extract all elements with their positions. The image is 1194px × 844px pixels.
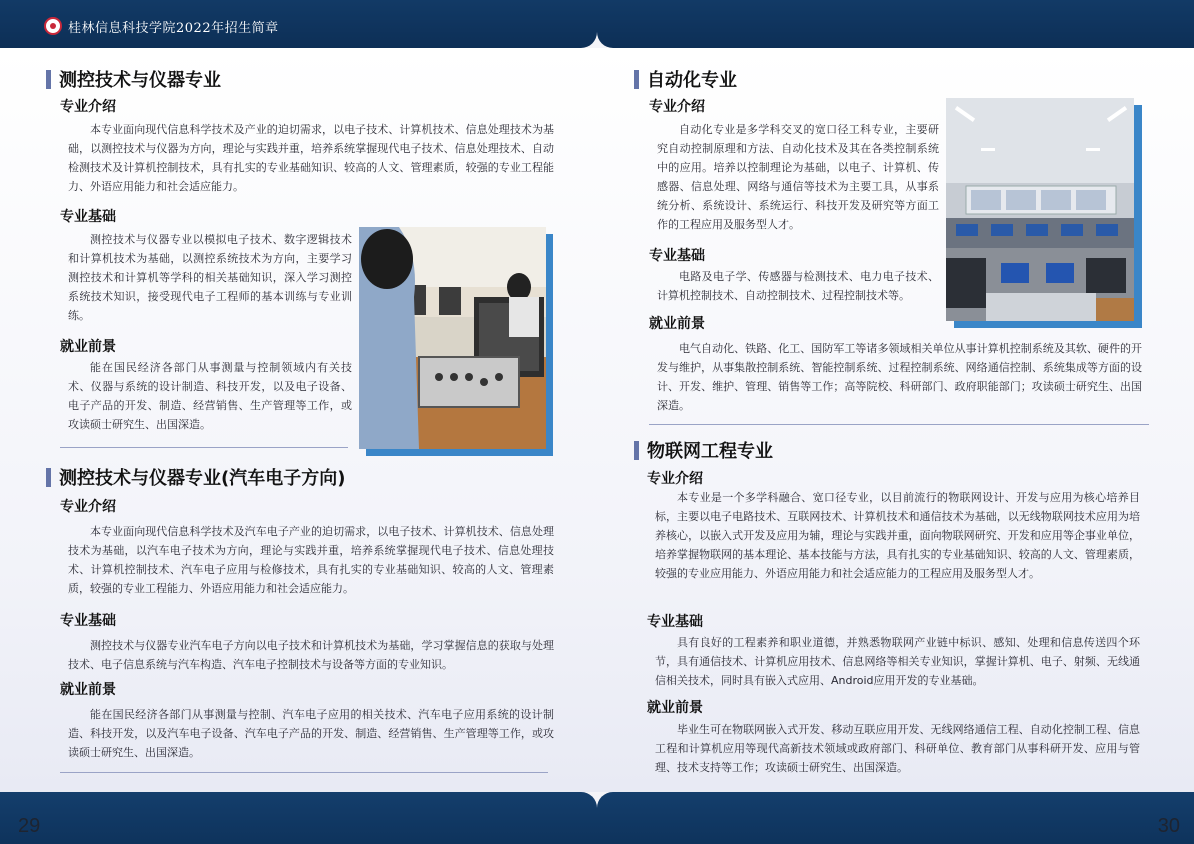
paragraph-basis: 电路及电子学、传感器与检测技术、电力电子技术、计算机控制技术、自动控制技术、过程控制技术等。 xyxy=(657,270,939,302)
paragraph-career: 毕业生可在物联网嵌入式开发、移动互联应用开发、无线网络通信工程、自动化控制工程、信息工程和计算机应用等现代高新技术领域或政府部门、科研单位、教育部门从事科研开发、应用与管理、技术支持等工作；攻读硕士研究生、出国深造。 xyxy=(655,723,1140,774)
subheading-intro: 专业介绍 xyxy=(649,99,705,115)
subheading-career: 就业前景 xyxy=(647,700,703,716)
section-marker xyxy=(634,441,639,460)
school-logo-icon xyxy=(44,17,62,35)
paragraph-intro: 自动化专业是多学科交叉的宽口径工科专业，主要研究自动控制原理和方法、自动化技术及其在各类控制系统中的应用。培养以控制理论为基础，以电子、计算机、传感器、信息处理、网络与通信等技术为主要工具，从事系统分析、系统设计、系统运行、科技开发及研究等方面工作的工程应用及服务型人才。 xyxy=(657,123,939,231)
subheading-intro: 专业介绍 xyxy=(60,99,116,115)
lab-photo-instrument-image xyxy=(359,227,546,449)
footer-bar xyxy=(0,792,597,844)
subheading-basis: 专业基础 xyxy=(649,248,705,264)
subheading-basis: 专业基础 xyxy=(60,209,116,225)
section-divider xyxy=(60,772,548,773)
section-marker xyxy=(634,70,639,89)
paragraph-career: 能在国民经济各部门从事测量与控制领域内有关技术、仪器与系统的设计制造、科技开发，以及电子设备、电子产品的开发、制造、经营销售、生产管理等工作，或攻读硕士研究生、出国深造。 xyxy=(68,361,352,431)
paragraph-career: 电气自动化、铁路、化工、国防军工等诸多领域相关单位从事计算机控制系统及其软、硬件的开发与维护，从事集散控制系统、智能控制系统、过程控制系统、网络通信控制、系统集成等方面的设计、开发、维护、管理、销售等工作；高等院校、科研部门、政府职能部门；攻读硕士研究生、出国深造。 xyxy=(657,342,1142,412)
paragraph-basis: 测控技术与仪器专业汽车电子方向以电子技术和计算机技术为基础，学习掌握信息的获取与处理技术、电子信息系统与汽车构造、汽车电子控制技术与设备等方面的专业知识。 xyxy=(68,639,554,671)
right-page xyxy=(597,0,1194,844)
section-marker xyxy=(46,468,51,487)
section-title: 测控技术与仪器专业(汽车电子方向) xyxy=(46,464,345,490)
paragraph-intro: 本专业面向现代信息科学技术及产业的迫切需求，以电子技术、计算机技术、信息处理技术为基础，以测控技术与仪器为方向，理论与实践并重，培养系统掌握现代电子技术、信息处理技术、自动检测技术及计算机控制技术，具有扎实的专业基础知识、较高的人文、管理素质，较强的专业工程能力、外语应用能力和社会适应能力。 xyxy=(68,123,554,193)
paragraph-intro: 本专业面向现代信息科学技术及汽车电子产业的迫切需求，以电子技术、计算机技术、信息处理技术为基础，以汽车电子技术为方向，理论与实践并重，培养系统掌握现代电子技术、信息处理技术、计算机控制技术、汽车电子应用与检修技术，具有扎实的专业基础知识、较高的人文、管理素质，较强的专业工程能力、外语应用能力和社会适应能力。 xyxy=(68,525,554,595)
lab-photo-room xyxy=(946,98,1134,321)
section-marker xyxy=(46,70,51,89)
subheading-career: 就业前景 xyxy=(649,316,705,332)
section-title: 物联网工程专业 xyxy=(634,437,773,463)
subheading-career: 就业前景 xyxy=(60,682,116,698)
paragraph-intro: 本专业是一个多学科融合、宽口径专业，以目前流行的物联网设计、开发与应用为核心培养目标，主要以电子电路技术、互联网技术、计算机技术和通信技术为基础，以无线物联网技术应用为培养核心，以嵌入式开发及应用为辅，理论与实践并重，面向物联网研究、开发和应用等企事业单位，培养掌握物联网的基本理论、基本技能与方法，具有扎实的专业基础知识、较高的人文、管理素质，较强的专业应用能力、外语应用能力和社会适应能力的工程应用及服务型人才。 xyxy=(655,491,1140,580)
subheading-intro: 专业介绍 xyxy=(60,499,116,515)
section-divider xyxy=(649,424,1149,425)
subheading-basis: 专业基础 xyxy=(60,613,116,629)
lab-photo-instrument xyxy=(359,227,546,449)
section-divider xyxy=(60,447,348,448)
section-title: 测控技术与仪器专业 xyxy=(46,66,221,92)
page-number: 29 xyxy=(18,815,41,837)
header-bar xyxy=(0,0,597,48)
paragraph-career: 能在国民经济各部门从事测量与控制、汽车电子应用的相关技术、汽车电子应用系统的设计制造、科技开发，以及汽车电子设备、汽车电子产品的开发、制造、经营销售、生产管理等工作，或攻读硕士研究生、出国深造。 xyxy=(68,708,554,759)
section-title: 自动化专业 xyxy=(634,66,737,92)
paragraph-basis: 测控技术与仪器专业以模拟电子技术、数字逻辑技术和计算机技术为基础，以测控系统技术为方向，主要学习测控技术和计算机等学科的相关基础知识，深入学习测控系统技术知识，接受现代电子工程师的基本训练与专业训练。 xyxy=(68,233,352,322)
header-title: 桂林信息科技学院2022年招生简章 xyxy=(68,21,279,36)
paragraph-basis: 具有良好的工程素养和职业道德，并熟悉物联网产业链中标识、感知、处理和信息传送四个环节，具有通信技术、计算机应用技术、信息网络等相关专业知识，掌握计算机、电子、射频、无线通信相关技术，同时具有嵌入式应用、Android应用开发的专业基础。 xyxy=(655,636,1140,687)
header-bar xyxy=(597,0,1194,48)
footer-bar xyxy=(597,792,1194,844)
subheading-basis: 专业基础 xyxy=(647,614,703,630)
subheading-intro: 专业介绍 xyxy=(647,471,703,487)
page-number: 30 xyxy=(1157,815,1180,837)
lab-photo-room-image xyxy=(946,98,1134,321)
subheading-career: 就业前景 xyxy=(60,339,116,355)
